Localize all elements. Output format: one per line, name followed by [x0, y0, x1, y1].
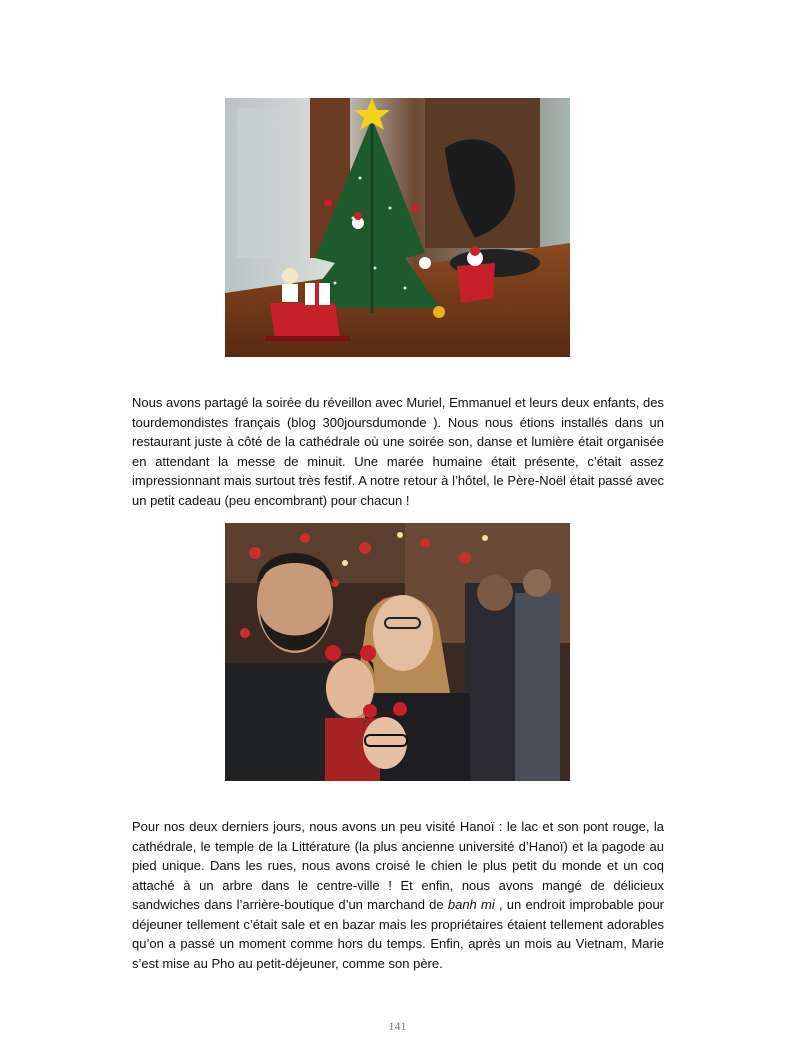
banh-mi-italic: banh mi: [447, 897, 495, 912]
paragraph-hanoi-visit: Pour nos deux derniers jours, nous avons un peu visité Hanoï : le lac et son pont rouge, la cathédrale, le temple de la Littérature (la plus ancienne université d’Hanoï) et la pagode au pied unique. Dans les rues, nous avons croisé le chien le plus petit du monde et un coq attaché à un arbre dans le centre-ville ! Et enfin, nous avons mangé de délicieux sandwiches dans l’arrière-boutique d’un marchand de banh mi , un endroit improbable pour déjeuner tellement c’était sale et en bazar mais les propriétaires étaient tellement adorables qu’on a passé un moment comme hors du temps. Enfin, après un mois au Vietnam, Marie s’est mise au Pho au petit-déjeuner, comme son père.: [132, 819, 665, 971]
christmas-tree-photo: [225, 98, 570, 357]
paragraph-christmas-eve: Nous avons partagé la soirée du réveillon avec Muriel, Emmanuel et leurs deux enfants, des tourdemondistes français (blog 300joursdumonde ). Nous nous étions installés dans un restaurant juste à côté de la cathédrale où une soirée son, danse et lumière était organisée en attendant la messe de minuit. Une marée humaine était présente, c’était assez impressionnant mais surtout très festif. A notre retour à l’hôtel, le Père-Noël était passé avec un petit cadeau (peu encombrant) pour chacun !: [132, 395, 664, 508]
page-number: 141: [388, 1019, 407, 1033]
family-selfie-photo: [225, 523, 570, 781]
